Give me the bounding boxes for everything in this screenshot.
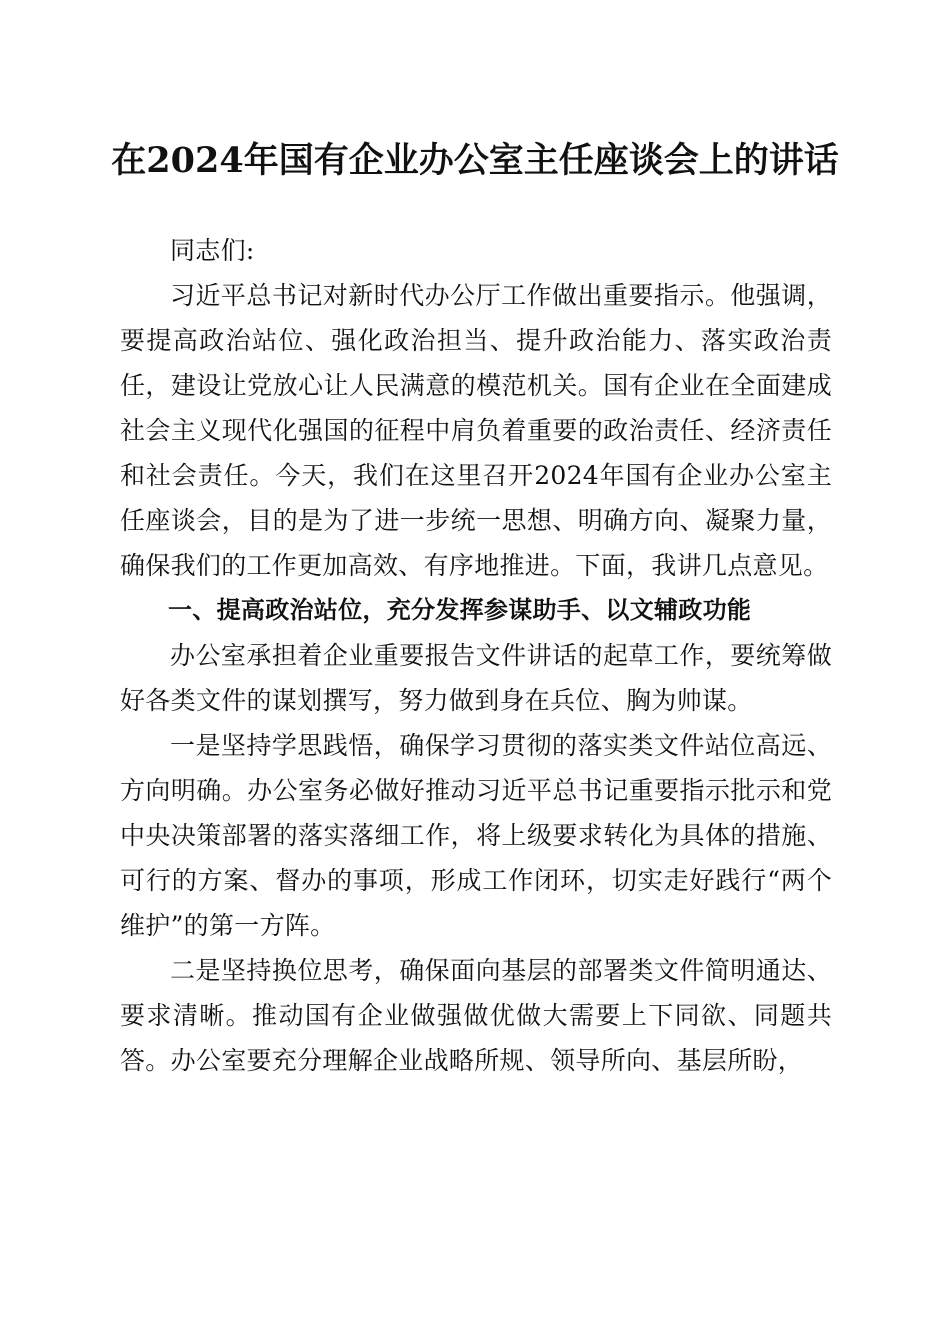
document-title: 在2024年国有企业办公室主任座谈会上的讲话 <box>111 140 839 181</box>
greeting: 同志们: <box>170 236 255 265</box>
section-heading-1: 一、提高政治站位，充分发挥参谋助手、以文辅政功能 <box>168 596 752 624</box>
section-1-point-2: 二是坚持换位思考，确保面向基层的部署类文件简明通达、要求清晰。推动国有企业做强做优做大需要上下同欲、同题共答。办公室要充分理解企业战略所规、领导所向、基层所盼， <box>120 956 832 1075</box>
paragraph-intro: 习近平总书记对新时代办公厅工作做出重要指示。他强调，要提高政治站位、强化政治担当、提升政治能力、落实政治责任，建设让党放心让人民满意的模范机关。国有企业在全面建成社会主义现代化强国的征程中肩负着重要的政治责任、经济责任和社会责任。今天，我们在这里召开2024年国有企业办公室主任座谈会，目的是为了进一步统一思想、明确方向、凝聚力量，确保我们的工作更加高效、有序地推进。下面，我讲几点意见。 <box>120 281 832 580</box>
section-1-point-1: 一是坚持学思践悟，确保学习贯彻的落实类文件站位高远、方向明确。办公室务必做好推动习近平总书记重要指示批示和党中央决策部署的落实落细工作，将上级要求转化为具体的措施、可行的方案、督办的事项，形成工作闭环，切实走好践行“两个维护”的第一方阵。 <box>120 731 832 940</box>
section-1-intro: 办公室承担着企业重要报告文件讲话的起草工作，要统筹做好各类文件的谋划撰写，努力做到身在兵位、胸为帅谋。 <box>120 641 832 715</box>
document-body <box>120 228 832 1083</box>
